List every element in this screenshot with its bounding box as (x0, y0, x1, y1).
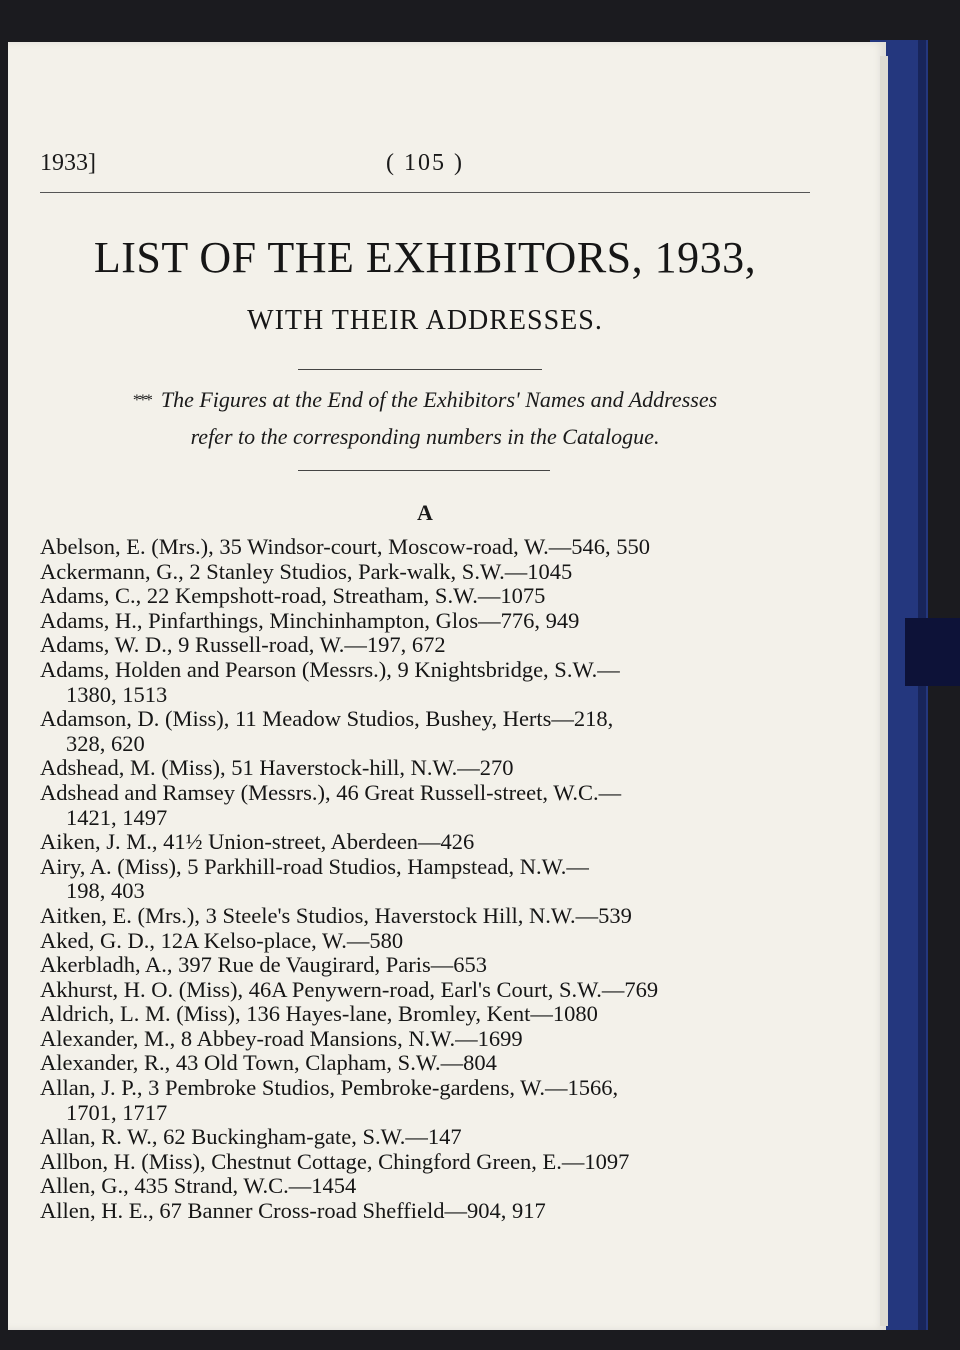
list-item: Ackermann, G., 2 Stanley Studios, Park-walk, S.W.—1045 (40, 558, 573, 584)
divider-rule-top (298, 369, 542, 370)
catalogue-note (40, 382, 810, 455)
list-item: Abelson, E. (Mrs.), 35 Windsor-court, Moscow-road, W.—546, 550 (40, 534, 651, 559)
note-line-2: refer to the corresponding numbers in the Catalogue. (190, 424, 660, 449)
list-item-continuation: 1421, 1497 (66, 804, 168, 830)
list-item: Allbon, H. (Miss), Chestnut Cottage, Chingford Green, E.—1097 (40, 1148, 630, 1174)
running-head (40, 150, 810, 190)
list-item: Adshead and Ramsey (Messrs.), 46 Great Russell-street, W.C.— (40, 779, 622, 805)
list-item: Adams, H., Pinfarthings, Minchinhampton, Glos—776, 949 (40, 607, 580, 633)
bookmark-ribbon (905, 618, 960, 686)
list-item: Airy, A. (Miss), 5 Parkhill-road Studios, Hampstead, N.W.— (40, 853, 589, 879)
list-item: Aldrich, L. M. (Miss), 136 Hayes-lane, Bromley, Kent—1080 (40, 1001, 598, 1027)
list-item: Alexander, M., 8 Abbey-road Mansions, N.W.—1699 (40, 1025, 523, 1051)
note-line-1: *** The Figures at the End of the Exhibitors' Names and Addresses (132, 387, 718, 412)
list-item: Aitken, E. (Mrs.), 3 Steele's Studios, Haverstock Hill, N.W.—539 (40, 902, 632, 928)
list-item: Aiken, J. M., 41½ Union-street, Aberdeen—426 (40, 829, 475, 855)
page-subtitle: WITH THEIR ADDRESSES. (247, 305, 603, 336)
list-item: Alexander, R., 43 Old Town, Clapham, S.W.—804 (40, 1050, 497, 1076)
exhibitor-list (40, 535, 815, 1224)
list-item: Akhurst, H. O. (Miss), 46A Penywern-road, Earl's Court, S.W.—769 (40, 976, 659, 1002)
list-item: Allen, G., 435 Strand, W.C.—1454 (40, 1173, 357, 1199)
list-item: Adams, W. D., 9 Russell-road, W.—197, 672 (40, 632, 446, 658)
divider-rule-bottom (298, 470, 550, 471)
list-item: Akerbladh, A., 397 Rue de Vaugirard, Paris—653 (40, 952, 488, 978)
header-rule (40, 192, 810, 193)
asterism: *** (132, 392, 153, 409)
list-item: Allen, H. E., 67 Banner Cross-road Sheffield—904, 917 (40, 1198, 546, 1224)
running-head-year: 1933] (40, 150, 96, 176)
list-item: Adams, C., 22 Kempshott-road, Streatham, S.W.—1075 (40, 583, 546, 609)
section-letter: A (417, 500, 433, 525)
list-item: Adshead, M. (Miss), 51 Haverstock-hill, N.W.—270 (40, 755, 514, 781)
list-item-continuation: 1701, 1717 (66, 1099, 168, 1125)
list-item: Allan, J. P., 3 Pembroke Studios, Pembroke-gardens, W.—1566, (40, 1075, 619, 1101)
page-number: ( 105 ) (386, 150, 464, 176)
page-title: LIST OF THE EXHIBITORS, 1933, (93, 233, 757, 282)
list-item-continuation: 328, 620 (66, 730, 145, 756)
list-item: Aked, G. D., 12A Kelso-place, W.—580 (40, 927, 404, 953)
list-item-continuation: 198, 403 (66, 878, 145, 904)
page-fore-edge (880, 56, 888, 1326)
list-item: Adams, Holden and Pearson (Messrs.), 9 Knightsbridge, S.W.— (40, 656, 620, 682)
list-item-continuation: 1380, 1513 (66, 681, 168, 707)
list-item: Allan, R. W., 62 Buckingham-gate, S.W.—147 (40, 1124, 462, 1150)
list-item: Adamson, D. (Miss), 11 Meadow Studios, Bushey, Herts—218, (40, 706, 614, 732)
